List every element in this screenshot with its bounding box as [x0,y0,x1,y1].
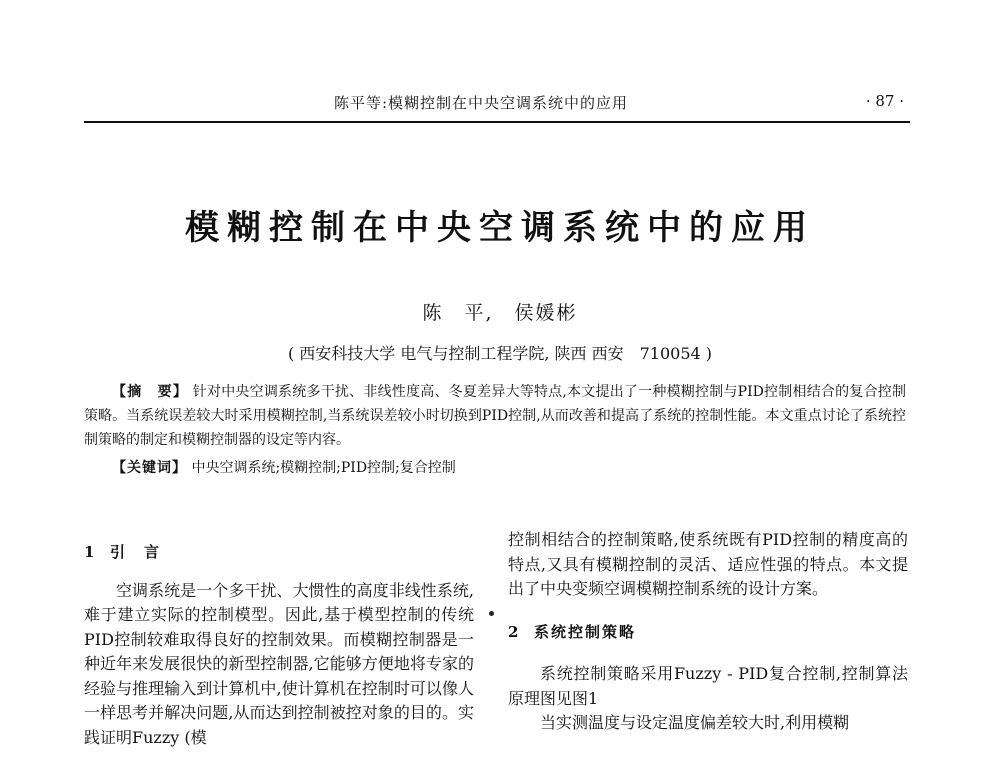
article-title: 模糊控制在中央空调系统中的应用 [185,208,815,248]
authors: 陈 平, 侯媛彬 [422,302,578,324]
keywords [84,456,906,480]
abstract-label: 【摘 要】 [112,384,189,400]
section-2-heading [508,620,908,645]
section-1-heading [84,540,474,565]
running-title: 陈平等:模糊控制在中央空调系统中的应用 [334,94,629,112]
abstract-text: 针对中央空调系统多干扰、非线性度高、冬夏差异大等特点,本文提出了一种模糊控制与PID控制相结合的复合控制策略。当系统误差较大时采用模糊控制,当系统误差较小时切换到PID控制,从而改善和提高了系统的控制性能。本文重点讨论了系统控制策略的制定和模糊控制器的设定等内容。 [84,384,907,448]
right-column [508,528,908,736]
left-column [84,540,474,750]
header-rule [84,121,910,123]
affiliation: ( 西安科技大学 电气与控制工程学院, 陕西 西安 710054 ) [287,344,713,363]
column-dot [489,611,494,616]
continuation-paragraph: 控制相结合的控制策略,使系统既有PID控制的精度高的特点,又具有模糊控制的灵活、适应性强的特点。本文提出了中央变频空调模糊控制系统的设计方案。 [508,530,908,598]
keywords-text: 中央空调系统;模糊控制;PID控制;复合控制 [187,460,456,476]
next-paragraph: 当实测温度与设定温度偏差较大时,利用模糊 [540,713,850,732]
page-number: · 87 · [865,92,904,110]
section-1-paragraph: 空调系统是一个多干扰、大惯性的高度非线性系统,难于建立实际的控制模型。因此,基于模型控制的传统PID控制较难取得良好的控制效果。而模糊控制器是一种近年来发展很快的新型控制器,它能够方便地将专家的经验与推理输入到计算机中,使计算机在控制时可以像人一样思考并解决问题,从而达到控制被控对象的目的。实践证明Fuzzy (模 [84,580,474,747]
running-header [84,92,910,118]
section-1-title: 引 言 [110,543,162,561]
section-2-number: 2 [508,622,521,641]
strategy-paragraph: 系统控制策略采用Fuzzy - PID复合控制,控制算法原理图见图1 [508,664,908,708]
section-1-number: 1 [84,543,97,561]
abstract [84,380,906,452]
keywords-label: 【关键词】 [112,460,187,476]
section-2-title: 系统控制策略 [534,622,637,641]
